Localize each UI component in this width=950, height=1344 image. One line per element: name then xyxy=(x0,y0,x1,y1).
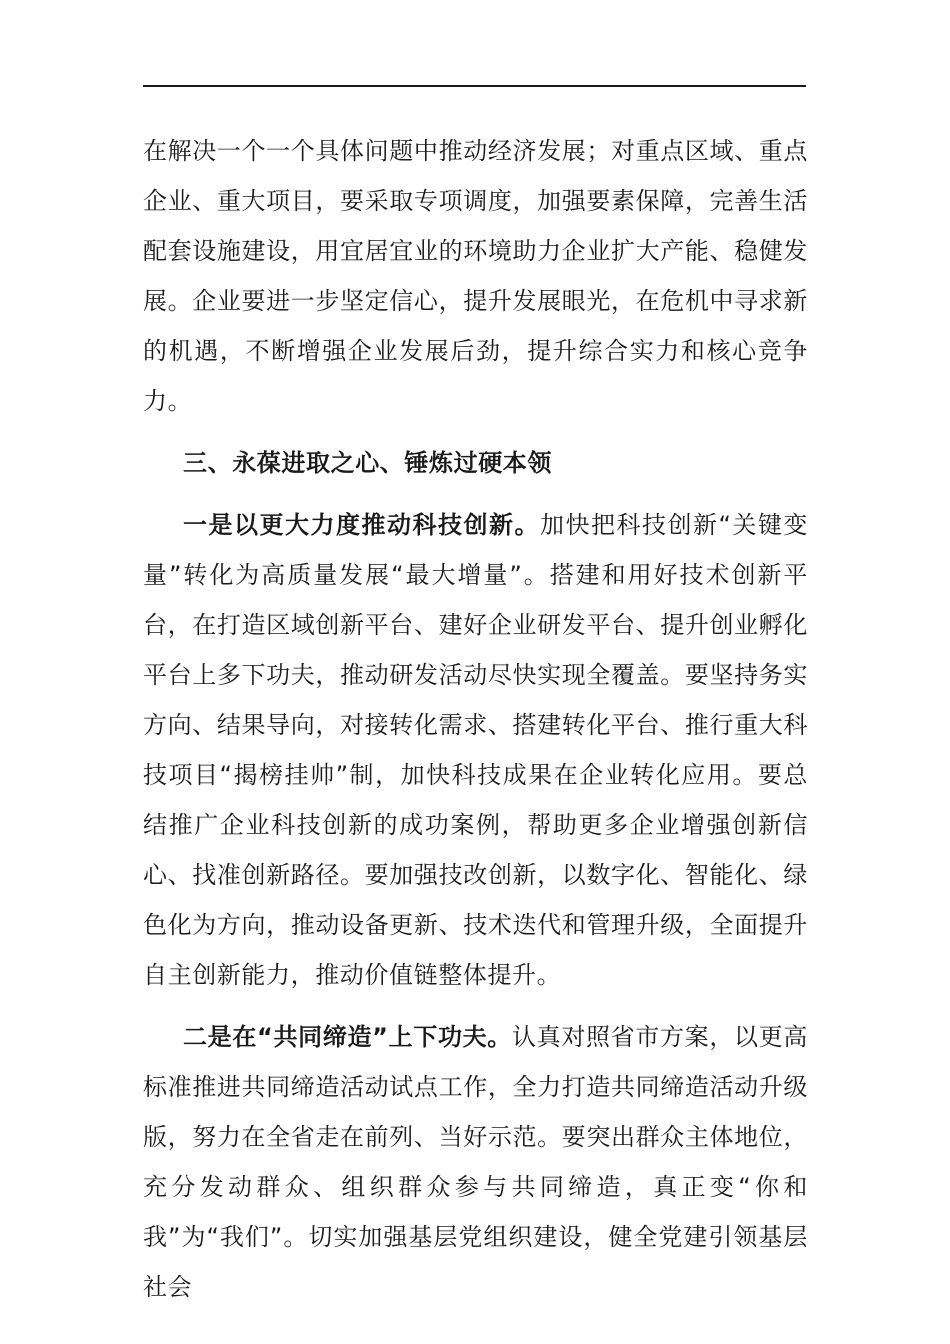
paragraph-text: 加快把科技创新“关键变量”转化为高质量发展“最大增量”。搭建和用好技术创新平台，在打造区域创新平台、建好企业研发平台、提升创业孵化平台上多下功夫，推动研发活动尽快实现全覆盖。要坚持务实方向、结果导向，对接转化需求、搭建转化平台、推行重大科技项目“揭榜挂帅”制，加快科技成果在企业转化应用。要总结推广企业科技创新的成功案例，帮助更多企业增强创新信心、找准创新路径。要加强技改创新，以数字化、智能化、绿色化为方向，推动设备更新、技术迭代和管理升级，全面提升自主创新能力，推动价值链整体提升。 xyxy=(143,511,808,989)
paragraph-tech-innovation xyxy=(143,500,808,1000)
paragraph-lead: 一是以更大力度推动科技创新。 xyxy=(183,511,540,539)
paragraph-continuation xyxy=(143,126,808,426)
paragraph-text: 认真对照省市方案，以更高标准推进共同缔造活动试点工作，全力打造共同缔造活动升级版，努力在全省走在前列、当好示范。要突出群众主体地位，充分发动群众、组织群众参与共同缔造，真正变“你和我”为“我们”。切实加强基层党组织建设，健全党建引领基层社会 xyxy=(143,1023,808,1301)
paragraph-lead: 二是在“共同缔造”上下功夫。 xyxy=(183,1023,512,1051)
paragraph-co-creation xyxy=(143,1012,808,1312)
paragraph-text: 在解决一个一个具体问题中推动经济发展；对重点区域、重点企业、重大项目，要采取专项调度，加强要素保障，完善生活配套设施建设，用宜居宜业的环境助力企业扩大产能、稳健发展。企业要进一步坚定信心，提升发展眼光，在危机中寻求新的机遇，不断增强企业发展后劲，提升综合实力和核心竞争力。 xyxy=(143,137,808,415)
section-heading: 三、永葆进取之心、锤炼过硬本领 xyxy=(183,449,552,477)
header-rule xyxy=(143,85,806,87)
document-body xyxy=(143,126,808,1312)
